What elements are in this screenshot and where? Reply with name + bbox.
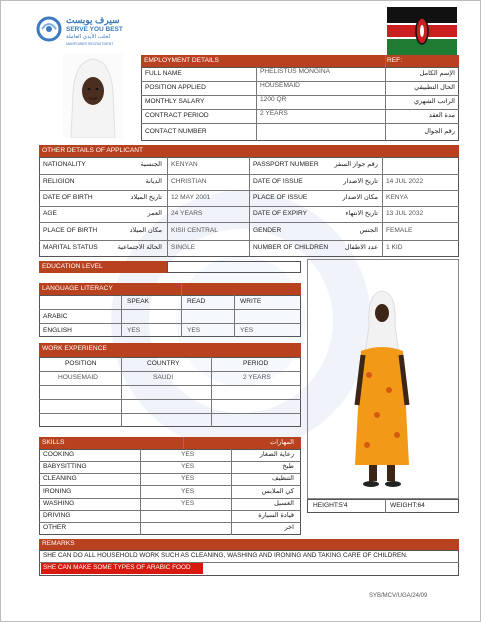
- ref-label: REF:: [387, 57, 403, 64]
- skill-driving-label: DRIVING: [43, 512, 71, 519]
- date-of-birth-label: DATE OF BIRTH: [43, 194, 93, 201]
- skill-cleaning-ar: التنظيف: [271, 475, 294, 482]
- religion-label: RELIGION: [43, 178, 75, 185]
- remarks-title: REMARKS: [42, 540, 75, 547]
- monthly-salary-ar: الراتب الشهري: [413, 98, 455, 105]
- date-of-issue-value: 14 JUL 2022: [386, 178, 424, 185]
- date-of-expiry-label: DATE OF EXPIRY: [253, 210, 307, 217]
- date-of-expiry-value: 13 JUL 2032: [386, 210, 424, 217]
- marital-status-label: MARITAL STATUS: [43, 244, 98, 251]
- work-col-period: PERIOD: [243, 360, 269, 367]
- skill-other-ar: اخر: [284, 524, 294, 531]
- skill-cleaning-label: CLEANING: [43, 475, 77, 482]
- full-name-value: PHELISTUS MONGINA: [260, 68, 330, 75]
- position-applied-label: POSITION APPLIED: [145, 84, 206, 91]
- skills-title: SKILLS: [42, 439, 65, 446]
- skill-other-label: OTHER: [43, 524, 67, 531]
- remarks-line-1: SHE CAN DO ALL HOUSEHOLD WORK SUCH AS CLEANING, WASHING AND IRONING AND TAKING CARE OF CHILDREN.: [43, 552, 408, 559]
- language-english-write: YES: [240, 327, 254, 334]
- work-title: WORK EXPERIENCE: [42, 345, 107, 352]
- logo-english-name: SERVE YOU BEST: [66, 26, 123, 33]
- place-of-birth-value: KISII CENTRAL: [171, 227, 218, 234]
- skill-babysitting-value: YES: [181, 463, 195, 470]
- age-ar: العمر: [147, 210, 162, 217]
- number-of-children-ar: عدد الاطفال: [344, 244, 378, 251]
- employment-title: EMPLOYMENT DETAILS: [144, 57, 219, 64]
- skill-washing-ar: الغسيل: [274, 500, 294, 507]
- logo-english-sub: MANPOWER RECRUITMENT: [66, 42, 114, 46]
- date-of-birth-value: 12 MAY 2001: [171, 194, 211, 201]
- skill-washing-value: YES: [181, 500, 195, 507]
- position-applied-value: HOUSEMAID: [260, 82, 300, 89]
- contact-number-ar: رقم الجوال: [424, 128, 455, 135]
- skill-ironing-ar: كي الملابس: [261, 488, 294, 495]
- full-name-ar: الإسم الكامل: [419, 70, 455, 77]
- remarks-line-2: SHE CAN MAKE SOME TYPES OF ARABIC FOOD: [43, 564, 191, 571]
- language-header: [39, 283, 301, 295]
- age-label: AGE: [43, 210, 57, 217]
- monthly-salary-label: MONTHLY SALARY: [145, 98, 205, 105]
- place-of-issue-label: PLACE OF ISSUE: [253, 194, 308, 201]
- skill-ironing-value: YES: [181, 488, 195, 495]
- logo-arabic-sub: لجلب الأيدي العاملة: [66, 34, 111, 40]
- skill-babysitting-label: BABYSITTING: [43, 463, 87, 470]
- nationality-value: KENYAN: [171, 161, 198, 168]
- place-of-birth-ar: مكان الميلاد: [129, 227, 162, 234]
- education-value-box: [167, 261, 301, 273]
- skill-washing-label: WASHING: [43, 500, 75, 507]
- weight-value: WEIGHT:64: [390, 502, 425, 509]
- language-arabic-label: ARABIC: [43, 313, 68, 320]
- contact-number-label: CONTACT NUMBER: [145, 128, 207, 135]
- applicant-header: [39, 145, 459, 157]
- skill-babysitting-ar: طبخ: [282, 463, 294, 470]
- marital-status-ar: الحالة الاجتماعية: [117, 244, 162, 251]
- contract-period-value: 2 YEARS: [260, 110, 288, 117]
- work-row-position: HOUSEMAID: [58, 374, 98, 381]
- date-of-issue-ar: تاريخ الاصدار: [343, 178, 378, 185]
- gender-ar: الجنس: [359, 227, 378, 234]
- education-header: [39, 261, 167, 273]
- language-english-read: YES: [187, 327, 201, 334]
- religion-ar: الديانة: [145, 178, 162, 185]
- language-col-speak: SPEAK: [127, 298, 149, 305]
- work-row-period: 2 YEARS: [243, 374, 271, 381]
- kenya-flag-icon: [387, 7, 457, 55]
- marital-status-value: SINGLE: [171, 244, 196, 251]
- language-english-label: ENGLISH: [43, 327, 72, 334]
- height-value: HEIGHT:5'4: [313, 502, 348, 509]
- number-of-children-value: 1 KID: [386, 244, 403, 251]
- full-name-label: FULL NAME: [145, 70, 182, 77]
- nationality-ar: الجنسية: [140, 161, 162, 168]
- contract-period-label: CONTRACT PERIOD: [145, 112, 209, 119]
- passport-number-ar: رقم جواز السفر: [334, 161, 378, 168]
- skill-ironing-label: IRONING: [43, 488, 72, 495]
- skill-driving-ar: قيادة السيارة: [258, 512, 294, 519]
- remarks-header: [39, 539, 459, 550]
- monthly-salary-value: 1200 QR: [260, 96, 287, 103]
- language-title: LANGUAGE LITERACY: [42, 285, 113, 292]
- language-table: [39, 295, 301, 337]
- logo-arabic-name: سيرف يوبست: [66, 15, 120, 25]
- passport-number-label: PASSPORT NUMBER: [253, 161, 319, 168]
- nationality-label: NATIONALITY: [43, 161, 86, 168]
- skill-cooking-label: COOKING: [43, 451, 75, 458]
- position-applied-ar: الحال التطبيقي: [414, 84, 455, 91]
- skill-cleaning-value: YES: [181, 475, 195, 482]
- gender-value: FEMALE: [386, 227, 413, 234]
- applicant-title: OTHER DETAILS OF APPLICANT: [42, 147, 144, 154]
- gender-label: GENDER: [253, 227, 282, 234]
- place-of-birth-label: PLACE OF BIRTH: [43, 227, 98, 234]
- applicant-full-photo: [347, 285, 417, 491]
- skills-title-ar: المهارات: [270, 439, 294, 446]
- age-value: 24 YEARS: [171, 210, 203, 217]
- skill-cooking-value: YES: [181, 451, 195, 458]
- company-logo: [36, 15, 136, 53]
- skills-header: [39, 437, 301, 449]
- skill-cooking-ar: رعاية الصغار: [259, 451, 294, 458]
- contract-period-ar: مدة العقد: [428, 112, 455, 119]
- number-of-children-label: NUMBER OF CHILDREN: [253, 244, 329, 251]
- place-of-issue-value: KENYA: [386, 194, 408, 201]
- logo-swirl-icon: [36, 15, 62, 43]
- employment-header: [141, 55, 459, 67]
- education-title: EDUCATION LEVEL: [42, 263, 103, 270]
- work-row-country: SAUDI: [153, 374, 174, 381]
- work-col-country: COUNTRY: [147, 360, 180, 367]
- work-header: [39, 343, 301, 357]
- place-of-issue-ar: مكان الاصدار: [342, 194, 378, 201]
- language-col-write: WRITE: [240, 298, 262, 305]
- religion-value: CHRISTIAN: [171, 178, 207, 185]
- date-of-issue-label: DATE OF ISSUE: [253, 178, 303, 185]
- language-col-read: READ: [187, 298, 206, 305]
- date-of-birth-ar: تاريخ الميلاد: [130, 194, 162, 201]
- language-english-speak: YES: [127, 327, 141, 334]
- work-col-position: POSITION: [65, 360, 97, 367]
- footer-code: SYB/MCV/UGA/24/09: [369, 593, 428, 599]
- applicant-face-photo: [63, 53, 123, 138]
- date-of-expiry-ar: تاريخ الانتهاء: [345, 210, 378, 217]
